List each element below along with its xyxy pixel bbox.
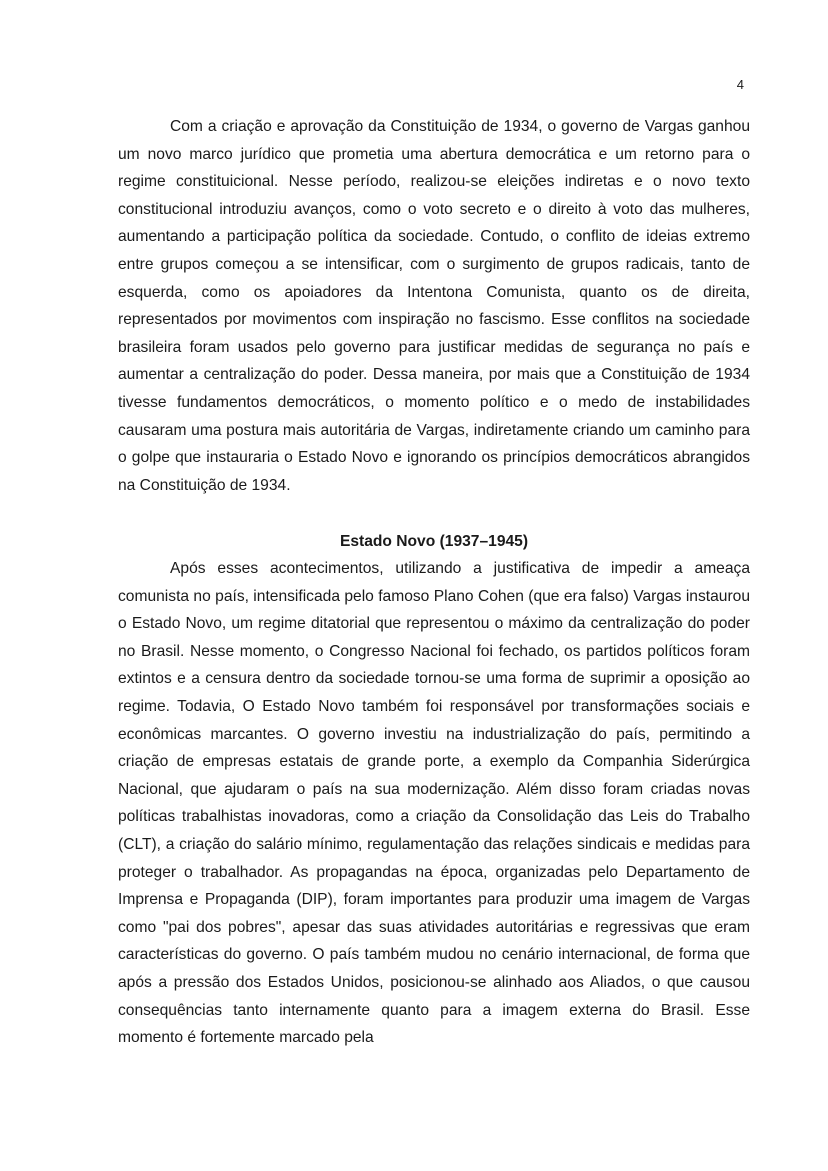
page-number: 4: [736, 77, 744, 92]
paragraph-estado-novo: Após esses acontecimentos, utilizando a justificativa de impedir a ameaça comunista no país, intensificada pelo famoso Plano Cohen (que era falso) Vargas instaurou o Estado Novo, um regime ditatorial que representou o máximo da centralização do poder no Brasil. Nesse momento, o Congresso Nacional foi fechado, os partidos políticos foram extintos e a censura dentro da sociedade tornou-se uma forma de suprimir a oposição ao regime. Todavia, O Estado Novo também foi responsável por transformações sociais e econômicas marcantes. O governo investiu na industrialização do país, permitindo a criação de empresas estatais de grande porte, a exemplo da Companhia Siderúrgica Nacional, que ajudaram o país na sua modernização. Além disso foram criadas novas políticas trabalhistas inovadoras, como a criação da Consolidação das Leis do Trabalho (CLT), a criação do salário mínimo, regulamentação das relações sindicais e medidas para proteger o trabalhador. As propagandas na época, organizadas pelo Departamento de Imprensa e Propaganda (DIP), foram importantes para produzir uma imagem de Vargas como "pai dos pobres", apesar das suas atividades autoritárias e regressivas que eram características do governo. O país também mudou no cenário internacional, de forma que após a pressão dos Estados Unidos, posicionou-se alinhado aos Aliados, o que causou consequências tanto internamente quanto para a imagem externa do Brasil. Esse momento é fortemente marcado pela: [118, 560, 750, 1047]
paragraph-constituicao-1934: Com a criação e aprovação da Constituição de 1934, o governo de Vargas ganhou um novo marco jurídico que prometia uma abertura democrática e um retorno para o regime constituicional. Nesse período, realizou-se eleições indiretas e o novo texto constitucional introduziu avanços, como o voto secreto e o direito à voto das mulheres, aumentando a participação política da sociedade. Contudo, o conflito de ideias extremo entre grupos começou a se intensificar, com o surgimento de grupos radicais, tanto de esquerda, como os apoiadores da Intentona Comunista, quanto os de direita, representados por movimentos com inspiração no fascismo. Esse conflitos na sociedade brasileira foram usados pelo governo para justificar medidas de segurança no país e aumentar a centralização do poder. Dessa maneira, por mais que a Constituição de 1934 tivesse fundamentos democráticos, o momento político e o medo de instabilidades causaram uma postura mais autoritária de Vargas, indiretamente criando um caminho para o golpe que instauraria o Estado Novo e ignorando os princípios democráticos abrangidos na Constituição de 1934.: [118, 118, 750, 494]
section-heading-estado-novo: Estado Novo (1937–1945): [339, 533, 529, 550]
